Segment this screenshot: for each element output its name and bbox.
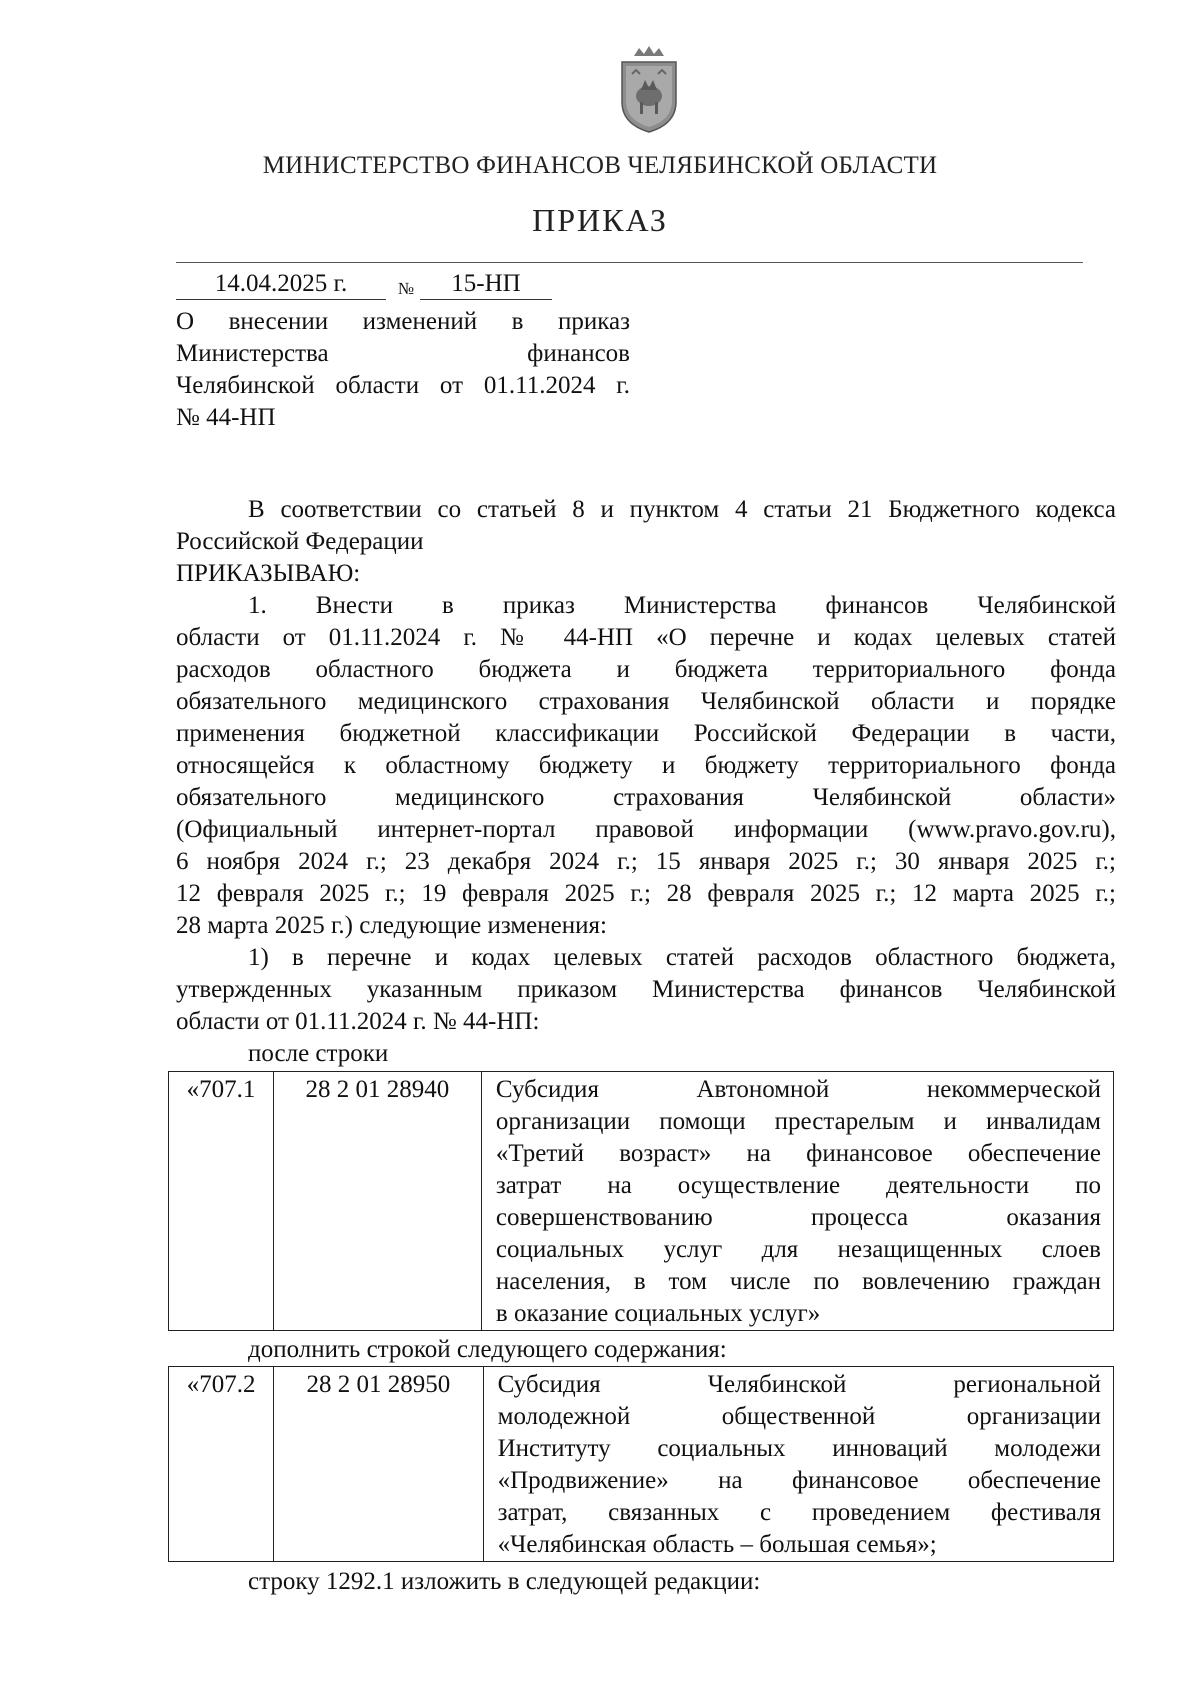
title-line: Челябинской области от 01.11.2024 г. [176, 372, 630, 399]
row-description [481, 1072, 1113, 1331]
ministry-name: МИНИСТЕРСТВО ФИНАНСОВ ЧЕЛЯБИНСКОЙ ОБЛАСТИ [262, 152, 938, 179]
item-1-line: относящейся к областному бюджету и бюджету территориального фонда [176, 752, 1116, 779]
description-line: затрат, связанных с проведением фестиваля [497, 1499, 1101, 1526]
target-article-code: 28 2 01 28950 [274, 1367, 484, 1562]
item-1-line: расходов областного бюджета и бюджета территориального фонда [176, 656, 1116, 683]
final-line: строку 1292.1 изложить в следующей редакции: [248, 1568, 761, 1595]
order-date: 14.04.2025 г. [176, 270, 386, 300]
item-1-line: области от 01.11.2024 г. № 44-НП «О перечне и кодах целевых статей [176, 624, 1116, 651]
supplement-label: дополнить строкой следующего содержания: [248, 1336, 727, 1363]
item-1-line: обязательного медицинского страхования Челябинской области» [176, 784, 1116, 811]
description-line: молодежной общественной организации [497, 1403, 1101, 1430]
old-row-table [168, 1071, 1114, 1331]
intro-paragraph [176, 494, 1116, 590]
supplement-paragraph [176, 1334, 1116, 1366]
header-rule [176, 262, 1083, 263]
subitem-1-line: области от 01.11.2024 г. № 44-НП: [176, 1008, 540, 1035]
description-line: «Третий возраст» на финансовое обеспечение [495, 1140, 1101, 1167]
item-1-paragraph [176, 590, 1116, 942]
title-line: О внесении изменений в приказ [176, 308, 630, 335]
description-line: Субсидия Челябинской региональной [497, 1371, 1101, 1398]
target-article-code: 28 2 01 28940 [273, 1072, 481, 1331]
number-sign: № [397, 279, 415, 298]
new-row-table [168, 1366, 1114, 1562]
item-1-line: 12 февраля 2025 г.; 19 февраля 2025 г.; 28 февраля 2025 г.; 12 марта 2025 г.; [176, 880, 1116, 907]
item-1-line: 28 марта 2025 г.) следующие изменения: [176, 912, 607, 939]
subitem-1-line: 1) в перечне и кодах целевых статей расходов областного бюджета, [248, 944, 1116, 971]
description-line: «Продвижение» на финансовое обеспечение [497, 1467, 1101, 1494]
row-number: «707.1 [169, 1072, 274, 1331]
order-title [176, 306, 630, 434]
final-paragraph [176, 1566, 1116, 1598]
order-word: ПРИКАЗЫВАЮ: [176, 560, 361, 587]
row-description [483, 1367, 1113, 1562]
subitem-1-paragraph [176, 942, 1116, 1070]
description-line: совершенствованию процесса оказания [495, 1204, 1101, 1231]
row-number: «707.2 [169, 1367, 274, 1562]
coat-of-arms-icon [612, 44, 686, 134]
description-line: организации помощи престарелым и инвалидам [495, 1108, 1101, 1135]
description-line: социальных услуг для незащищенных слоев [495, 1236, 1101, 1263]
item-1-line: обязательного медицинского страхования Челябинской области и порядке [176, 688, 1116, 715]
description-line: Субсидия Автономной некоммерческой [495, 1076, 1101, 1103]
description-line: «Челябинская область – большая семья»; [497, 1531, 937, 1558]
title-line: Министерства финансов [176, 340, 630, 367]
after-row-label: после строки [248, 1040, 389, 1067]
order-number: 15-НП [420, 270, 552, 300]
description-line: населения, в том числе по вовлечению граждан [495, 1268, 1101, 1295]
document-type: ПРИКАЗ [532, 202, 668, 238]
table-row [169, 1367, 1114, 1562]
title-line: № 44-НП [176, 404, 276, 431]
intro-line: В соответствии со статьей 8 и пунктом 4 статьи 21 Бюджетного кодекса [248, 496, 1116, 523]
table-row [169, 1072, 1114, 1331]
item-1-line: 1. Внести в приказ Министерства финансов Челябинской [248, 592, 1116, 619]
subitem-1-line: утвержденных указанным приказом Министерства финансов Челябинской [176, 976, 1116, 1003]
item-1-line: (Официальный интернет-портал правовой информации (www.pravo.gov.ru), [176, 816, 1116, 843]
description-line: в оказание социальных услуг» [495, 1300, 821, 1327]
description-line: затрат на осуществление деятельности по [495, 1172, 1101, 1199]
item-1-line: применения бюджетной классификации Российской Федерации в части, [176, 720, 1116, 747]
description-line: Институту социальных инноваций молодежи [497, 1435, 1101, 1462]
item-1-line: 6 ноября 2024 г.; 23 декабря 2024 г.; 15 января 2025 г.; 30 января 2025 г.; [176, 848, 1116, 875]
intro-line: Российской Федерации [176, 528, 424, 555]
